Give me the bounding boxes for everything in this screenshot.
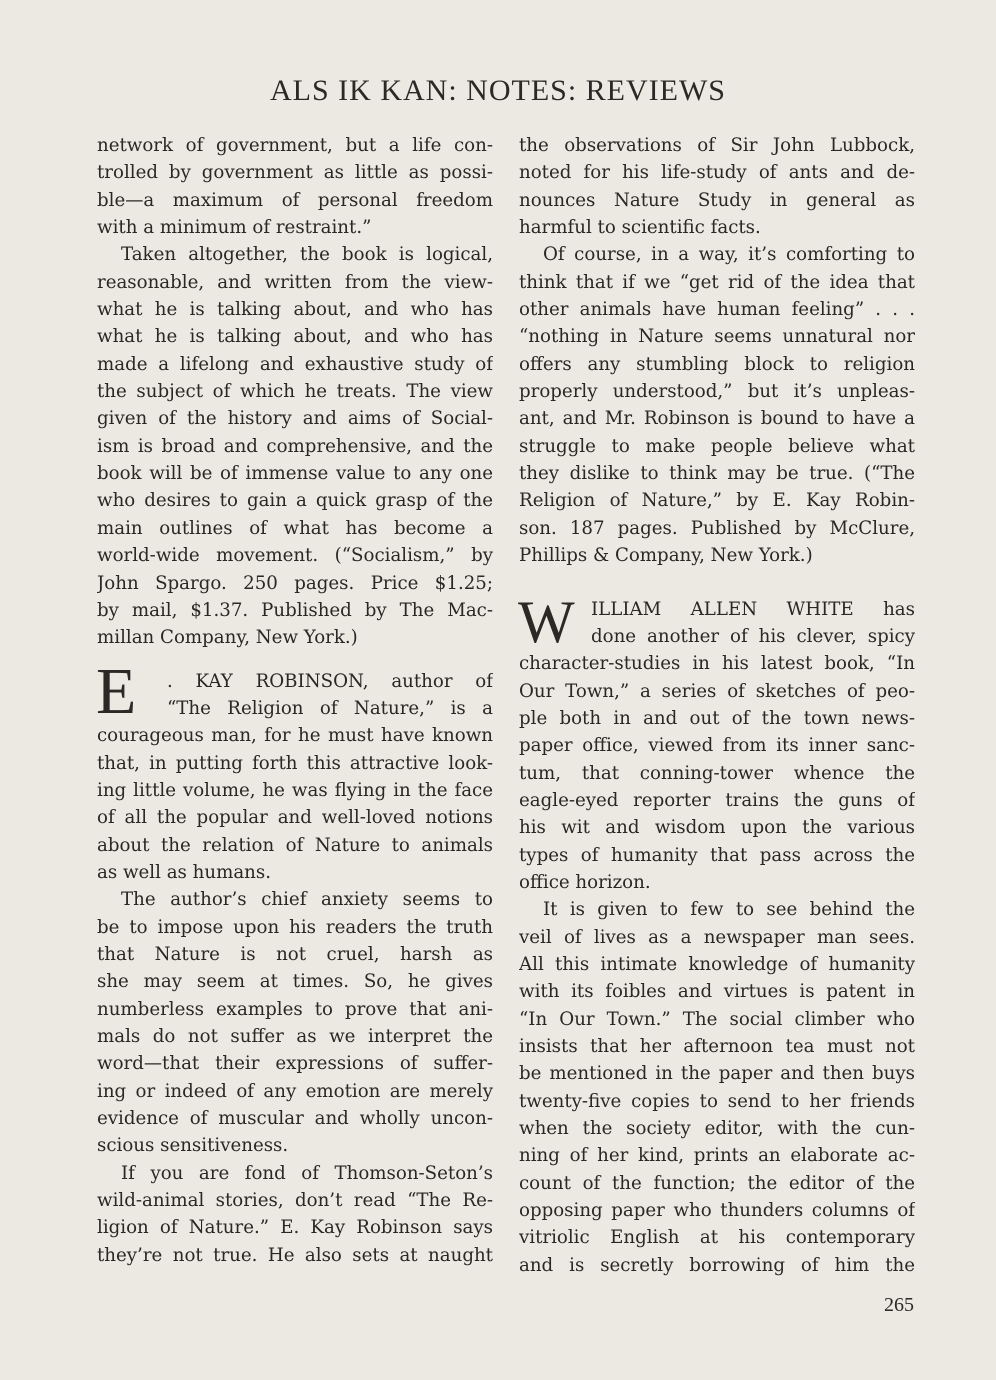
text-line: they dislike to think may be true. (“The [519, 463, 915, 485]
text-line: given of the history and aims of Social- [97, 408, 493, 430]
text-line: and is secretly borrowing of him the [519, 1254, 915, 1276]
text-line: the subject of which he treats. The view [97, 381, 493, 403]
text-line: “The Religion of Nature,” is a [167, 697, 493, 719]
text-line: types of humanity that pass across the [519, 844, 915, 866]
text-line: scious sensitiveness. [97, 1135, 289, 1157]
text-line: ple both in and out of the town news- [519, 707, 915, 729]
text-line: who desires to gain a quick grasp of the [97, 490, 493, 512]
text-line: Religion of Nature,” by E. Kay Robin- [519, 490, 915, 512]
text-line: son. 187 pages. Published by McClure, [519, 517, 915, 539]
text-line: book will be of immense value to any one [97, 463, 493, 485]
text-line: eagle-eyed reporter trains the guns of [519, 789, 915, 811]
text-line: “In Our Town.” The social climber who [519, 1008, 915, 1030]
text-line: be to impose upon his readers the truth [97, 916, 493, 938]
text-line: paper office, viewed from its inner sanc- [519, 735, 915, 757]
text-line: numberless examples to prove that ani- [97, 998, 493, 1020]
text-line: she may seem at times. So, he gives [97, 971, 493, 993]
text-line: twenty-five copies to send to her friends [519, 1090, 915, 1112]
text-line: evidence of muscular and wholly uncon- [97, 1108, 493, 1130]
text-line: ning of her kind, prints an elaborate ac- [519, 1145, 915, 1167]
text-line: ILLIAM ALLEN WHITE has [591, 598, 915, 620]
text-line: other animals have human feeling” . . . [519, 299, 915, 321]
text-line: John Spargo. 250 pages. Price $1.25; [97, 572, 493, 594]
text-line: wild-animal stories, don’t read “The Re- [97, 1190, 493, 1212]
text-line: All this intimate knowledge of humanity [519, 953, 915, 975]
text-line: his wit and wisdom upon the various [519, 817, 915, 839]
text-line: trolled by government as little as possi- [97, 162, 493, 184]
page-title: ALS IK KAN: NOTES: REVIEWS [270, 74, 726, 107]
text-line: they’re not true. He also sets at naught [97, 1244, 493, 1266]
paragraph [97, 1160, 493, 1269]
text-line: that, in putting forth this attractive look- [97, 752, 493, 774]
text-line: with its foibles and virtues is patent in [519, 981, 915, 1003]
text-line: Taken altogether, the book is logical, [121, 244, 493, 266]
text-line: tum, that conning-tower whence the [519, 762, 915, 784]
paragraph [518, 588, 915, 897]
text-line: ing or indeed of any emotion are merely [97, 1080, 493, 1102]
text-line: the observations of Sir John Lubbock, [519, 135, 915, 156]
text-line: by mail, $1.37. Published by The Mac- [97, 599, 493, 621]
text-line: Of course, in a way, it’s comforting to [543, 244, 915, 266]
text-line: office horizon. [519, 871, 651, 893]
text-line: ligion of Nature.” E. Kay Robinson says [97, 1217, 493, 1239]
text-line: vitriolic English at his contemporary [519, 1227, 915, 1249]
text-line: main outlines of what has become a [97, 517, 493, 539]
text-line: It is given to few to see behind the [543, 899, 915, 921]
text-line: noted for his life-study of ants and de- [519, 162, 915, 184]
text-line: veil of lives as a newspaper man sees. [519, 926, 915, 948]
text-line: word—that their expressions of suffer- [97, 1053, 493, 1075]
text-line: harmful to scientific facts. [519, 217, 761, 239]
paragraph [519, 241, 915, 569]
text-line: insists that her afternoon tea must not [519, 1036, 915, 1057]
paragraph [97, 886, 493, 1159]
text-line: of all the popular and well-loved notions [97, 807, 493, 829]
text-line: with a minimum of restraint.” [97, 217, 372, 239]
text-line: world-wide movement. (“Socialism,” by [97, 545, 493, 567]
text-line: what he is talking about, and who has [97, 299, 493, 321]
text-line: reasonable, and written from the view- [97, 271, 493, 293]
text-line: what he is talking about, and who has [97, 326, 493, 348]
page-number: 265 [884, 1294, 914, 1316]
text-line: struggle to make people believe what [519, 435, 915, 457]
paragraph [97, 241, 493, 651]
text-line: Our Town,” a series of sketches of peo- [519, 680, 915, 702]
drop-cap: W [518, 588, 575, 655]
text-line: think that if we “get rid of the idea that [519, 271, 915, 293]
paragraph [519, 896, 915, 1279]
text-line: offers any stumbling block to religion [519, 353, 915, 375]
text-line: nounces Nature Study in general as [519, 189, 915, 211]
text-line: If you are fond of Thomson-Seton’s [121, 1162, 493, 1184]
paragraph [96, 654, 493, 887]
right-column [519, 132, 915, 1279]
text-line: when the society editor, with the cun- [519, 1118, 915, 1140]
text-line: mals do not suffer as we interpret the [97, 1026, 493, 1047]
text-line: courageous man, for he must have known [97, 725, 493, 747]
text-line: done another of his clever, spicy [591, 625, 915, 647]
text-line: about the relation of Nature to animals [97, 834, 493, 856]
drop-cap: E [96, 654, 137, 728]
text-line: count of the function; the editor of the [519, 1172, 915, 1194]
text-line: ing little volume, he was flying in the face [97, 779, 493, 801]
text-line: Phillips & Company, New York.) [519, 545, 813, 567]
paragraph [519, 132, 915, 241]
text-line: ism is broad and comprehensive, and the [97, 435, 493, 457]
text-line: ble—a maximum of personal freedom [97, 189, 493, 211]
text-line: millan Company, New York.) [97, 627, 358, 649]
text-line: “nothing in Nature seems unnatural nor [519, 326, 915, 348]
text-line: The author’s chief anxiety seems to [121, 889, 493, 911]
left-column [97, 132, 493, 1269]
text-line: made a lifelong and exhaustive study of [97, 353, 493, 375]
text-line: . KAY ROBINSON, author of [167, 670, 493, 692]
text-line: that Nature is not cruel, harsh as [97, 943, 493, 965]
text-line: as well as humans. [97, 861, 272, 883]
text-line: properly understood,” but it’s unpleas- [519, 381, 915, 403]
text-line: be mentioned in the paper and then buys [519, 1063, 915, 1085]
text-line: opposing paper who thunders columns of [519, 1200, 915, 1222]
text-line: network of government, but a life con- [97, 135, 493, 156]
paragraph [97, 132, 493, 241]
text-line: ant, and Mr. Robinson is bound to have a [519, 408, 915, 430]
text-line: character-studies in his latest book, “In [519, 653, 915, 675]
